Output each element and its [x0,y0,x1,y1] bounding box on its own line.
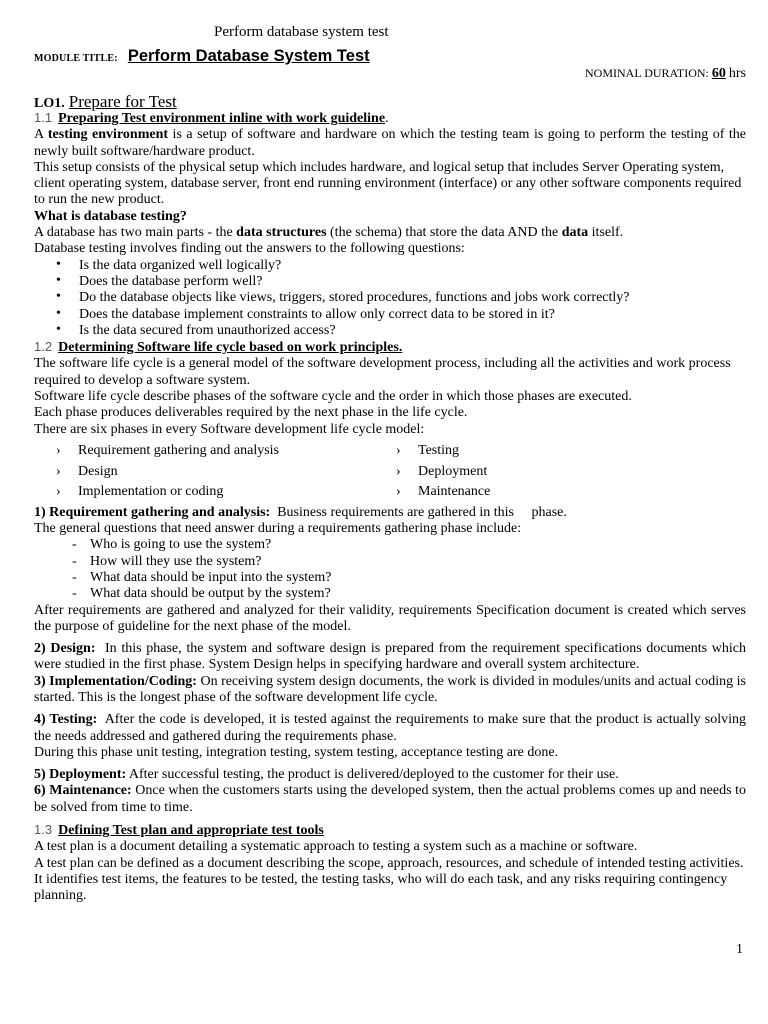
list-item [56,482,396,503]
phase-heading: 1) Requirement gathering and analysis: [34,504,271,520]
section-title: Defining Test plan and appropriate test tools [58,823,324,839]
phase-heading: 2) Design: [34,641,96,657]
chevron-icon: › [56,463,61,479]
requirement-phase-paragraph [34,505,746,521]
phase-label: Design [78,463,118,479]
section-number: 1.1 [34,110,53,125]
section-title-end: . [385,111,389,126]
section-title: Determining Software life cycle based on work principles. [58,340,403,356]
database-testing-question [34,209,746,225]
lo-prefix: LO1. [34,96,65,111]
document-body [34,110,746,905]
section-number: 1.3 [34,822,53,838]
chevron-icon: › [56,442,61,458]
deliverables-paragraph: Each phase produces deliverables required by the next phase in the life cycle. [34,405,468,421]
text: A [34,127,48,143]
question-text: What data should be output by the system? [90,586,331,602]
phase-label: Maintenance [418,484,491,500]
text: (the schema) that store the data AND the [326,225,562,241]
text: Business requirements are gathered in this [277,504,514,520]
list-item [396,462,736,483]
test-plan-definition: A test plan is a document detailing a systematic approach to testing a system such as a machine or software. [34,839,638,855]
question-text: What data should be input into the system? [90,569,332,585]
phase-label: Implementation or coding [78,484,224,500]
list-item [56,462,396,483]
dash-marker: - [72,586,77,602]
design-phase-paragraph [34,641,746,674]
chevron-icon: › [396,484,401,500]
requirement-question-list [34,537,746,602]
module-title-label: MODULE TITLE: [34,53,118,64]
question-text: Who is going to use the system? [90,537,272,553]
question-bullet-list [34,258,746,339]
text: Once when the customers starts using the developed system, then the actual problems comes up and needs to be solved from time to time. [34,783,747,815]
dash-marker: - [72,569,77,585]
implementation-phase-paragraph [34,674,746,707]
list-item [56,441,396,462]
phase-label: Testing [418,442,460,458]
question-heading: What is database testing? [34,208,187,224]
test-plan-description: A test plan can be defined as a document describing the scope, approach, resources, and schedule of intended testing activities. It identifies test items, the features to be tested, the testing tasks, who will do each task, and any risks requiring contingency planning. [34,855,744,904]
six-phases-intro: There are six phases in every Software development life cycle model: [34,421,425,437]
phase-label: Requirement gathering and analysis [78,442,279,458]
chevron-icon: › [396,442,401,458]
database-parts-paragraph [34,225,746,241]
text: On receiving system design documents, the work is divided in modules/units and actual coding is started. This is the longest phase of the software development life cycle. [34,673,747,705]
list-item [396,482,736,503]
maintenance-phase-paragraph [34,783,746,816]
nominal-duration [585,66,746,82]
setup-paragraph: This setup consists of the physical setup which includes hardware, and logical setup that includes Server Operating system, client operating system, database server, front end running environment (interface) or any other software components required to run the new product. [34,159,742,208]
text: itself. [588,225,624,241]
chevron-icon: › [56,484,61,500]
section-1-1-heading [34,110,746,127]
testing-phase-paragraph [34,712,746,745]
phase-list [56,441,746,503]
learning-outcome-heading [34,92,177,112]
list-item: • Does the database perform well? [56,274,746,290]
module-title: Perform Database System Test [127,47,370,65]
page-number: 1 [736,942,743,957]
nominal-duration-label: NOMINAL DURATION: [584,66,709,80]
text: After the code is developed, it is tested against the requirements to make sure that the product is actually solving the needs addressed and gathered during the requirements phase. [34,712,747,744]
text: In this phase, the system and software design is prepared from the requirement specifications documents which were studied in the first phase. System Design helps in specifying hardware and overall system architecture. [34,641,747,673]
list-item: • Do the database objects like views, triggers, stored procedures, functions and jobs work correctly? [56,290,746,306]
text: is a setup of software and hardware on which the testing team is going to perform the testing of the newly built software/hardware product. [34,127,747,159]
list-item [396,441,736,462]
section-number: 1.2 [34,339,53,355]
running-header: Perform database system test [214,24,389,40]
question-text: How will they use the system? [90,553,262,569]
phase-label: Deployment [418,463,488,479]
section-1-3-heading [34,822,746,839]
deployment-phase-paragraph [34,767,746,783]
list-item: • Does the database implement constraints to allow only correct data to be stored in it? [56,307,746,323]
list-item [72,570,746,586]
section-1-2-heading [34,339,746,356]
phases-paragraph: Software life cycle describe phases of the software cycle and the order in which those phases are executed. [34,389,632,405]
database-testing-intro: Database testing involves finding out the answers to the following questions: [34,241,465,257]
list-item [72,586,746,602]
nominal-duration-value: 60 [711,66,726,81]
phase-heading: 6) Maintenance: [34,783,132,799]
requirement-questions-intro: The general questions that need answer during a requirements gathering phase include: [34,521,522,537]
requirement-after-paragraph: After requirements are gathered and analyzed for their validity, requirements Specification document is created which serves the purpose of guideline for the next phase of the model. [34,602,746,634]
phase-heading: 3) Implementation/Coding: [34,673,197,689]
phase-heading: 4) Testing: [34,712,98,728]
bold-term: testing environment [47,127,169,143]
list-item [72,554,746,570]
list-item [72,537,746,553]
chevron-icon: › [396,463,401,479]
phase-heading: 5) Deployment: [34,767,127,783]
lo-title: Prepare for Test [68,92,177,111]
bold-term: data structures [236,225,327,241]
text: phase. [531,504,567,520]
section-title: Preparing Test environment inline with work guideline [58,111,386,126]
testing-types-paragraph: During this phase unit testing, integration testing, system testing, acceptance testing are done. [34,744,559,760]
text: After successful testing, the product is delivered/deployed to the customer for their use. [128,767,619,783]
text: A database has two main parts - the [34,225,237,241]
dash-marker: - [72,553,77,569]
nominal-duration-unit: hrs [728,66,746,81]
list-item: • Is the data secured from unauthorized access? [56,323,746,339]
testing-environment-paragraph [34,127,746,160]
module-title-line [34,47,370,66]
dash-marker: - [72,537,77,553]
bold-term: data [561,225,589,241]
list-item: • Is the data organized well logically? [56,258,746,274]
life-cycle-paragraph: The software life cycle is a general model of the software development process, including all the activities and work process required to develop a software system. [34,356,731,388]
